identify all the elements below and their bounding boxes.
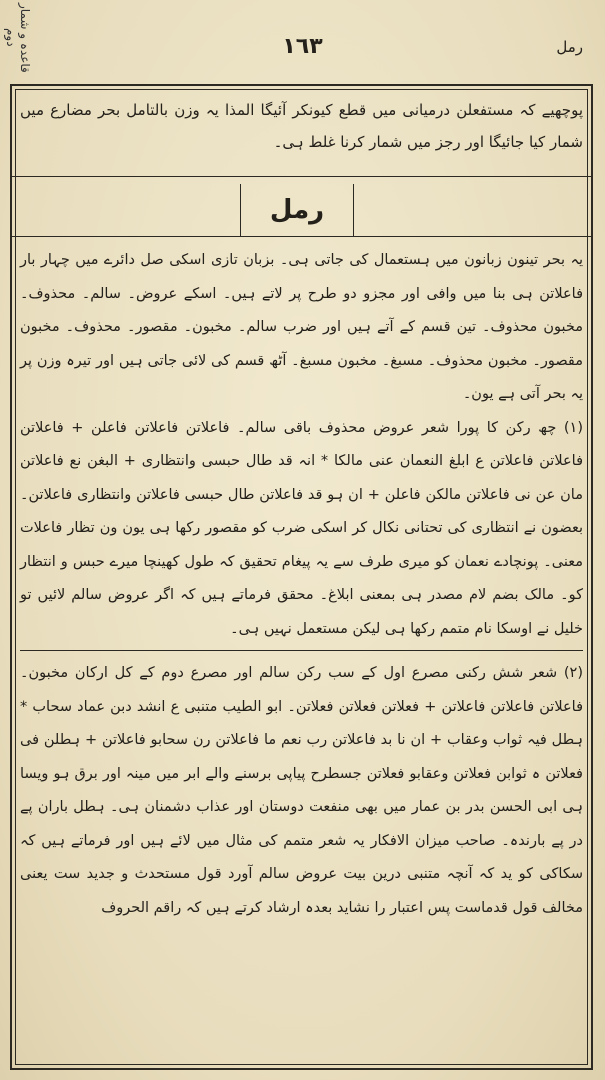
running-title-right: رمل <box>556 38 583 56</box>
page-number: ١٦٣ <box>282 34 323 59</box>
page-header <box>0 0 605 80</box>
continuation-paragraph: پوچھیے کہ مستفعلن درمیانی میں قطع کیونکر آئیگا المذا یہ وزن بالتامل بحر مضارع میں شمار کیا جائیگا اور رجز میں شمار کرنا غلط ہی۔ <box>20 101 583 151</box>
body-text <box>20 244 583 1060</box>
divider-rule <box>12 236 591 237</box>
section-title: رمل <box>240 184 354 236</box>
running-title-left: قاعدہ و شمار دوم <box>4 2 32 73</box>
text-frame <box>10 84 593 1070</box>
paragraph-example-1: (١) چھ رکن کا پورا شعر عروض محذوف باقی سالم۔ فاعلاتن فاعلاتن فاعلن + فاعلاتن فاعلاتن فاعلاتن ع ابلغ النعمان عنی مالکا * انہ قد طال حبسی وانتظاری + البغن نع فاعلاتن مان عن نی فاعلاتن مالکن فاعلن + ان ہو قد فاعلاتن طال حبسی فاعلاتن وانتظاری فاعلاتن۔ بعضون نے انتظاری کی تحتانی نکال کر اسکی ضرب کو مقصور رکھا ہی یون ون تظار فاعلات معنی۔ پونچادے نعمان کو میری طرف سے یہ پیغام تحقیق کہ طول کھینچا میرے حبس و انتظار کو۔ مالک بضم لام مصدر ہی بمعنی ابلاغ۔ محقق فرماتے ہیں کہ اگر عروض سالم لائیں تو خلیل نے اوسکا نام متمم رکھا ہی لیکن مستعمل نہیں ہی۔ <box>20 419 583 637</box>
paragraph-example-2: (٢) شعر شش رکنی مصرع اول کے سب رکن سالم اور مصرع دوم کے کل ارکان مخبون۔ فاعلاتن فاعلاتن فاعلاتن + فعلاتن فعلاتن فعلاتن۔ ابو الطیب متنبی ع انشد دبن عماد سحاب * ہطل فیہ ثواب وعقاب + ان نا بد فاعلاتن رب نعم ما فاعلاتن رن سحابو فاعلاتن + ہطلن فی فعلاتن ہ ثوابن فعلاتن وعقابو فعلاتن جسطرح پیاپی برسنے والے ابر میں مینہ اور برق ہو ویسا ہی ابی الحسن بدر بن عمار میں بھی منفعت دوستان اور عذاب دشمنان ہی۔ ہطل باران پے در پے بارندہ۔ صاحب میزان الافکار یہ شعر متمم کی مثال میں لائے ہیں اور فرماتے ہیں کہ سکاکی کو ید کہ آنچہ متنبی درین بیت عروض سالم آورد قول مستحدث و جدید ست یعنی مخالف قول قدماست پس اعتبار را نشاید بعدہ ارشاد کرتے ہیں کہ راقم الحروف <box>20 665 583 916</box>
divider-rule <box>20 650 583 651</box>
divider-rule <box>12 176 591 177</box>
paragraph-intro: یہ بحر تینون زبانون میں ہستعمال کی جاتی ہی۔ بزبان تازی اسکی صل دائرے میں چہار بار فاعلاتن ہی بنا میں وافی اور مجزو دو طرح پر لاتے ہیں۔ اسکے عروض۔ سالم۔ محذوف۔ مخبون محذوف۔ تین قسم کے آتے ہیں اور ضرب سالم۔ مخبون۔ مقصور۔ محذوف۔ مخبون مقصور۔ مخبون محذوف۔ مسبغ۔ مخبون مسبغ۔ آٹھ قسم کی لائی جاتی ہیں اور تیرہ وزن پر یہ بحر آتی ہے یون۔ <box>20 252 583 402</box>
